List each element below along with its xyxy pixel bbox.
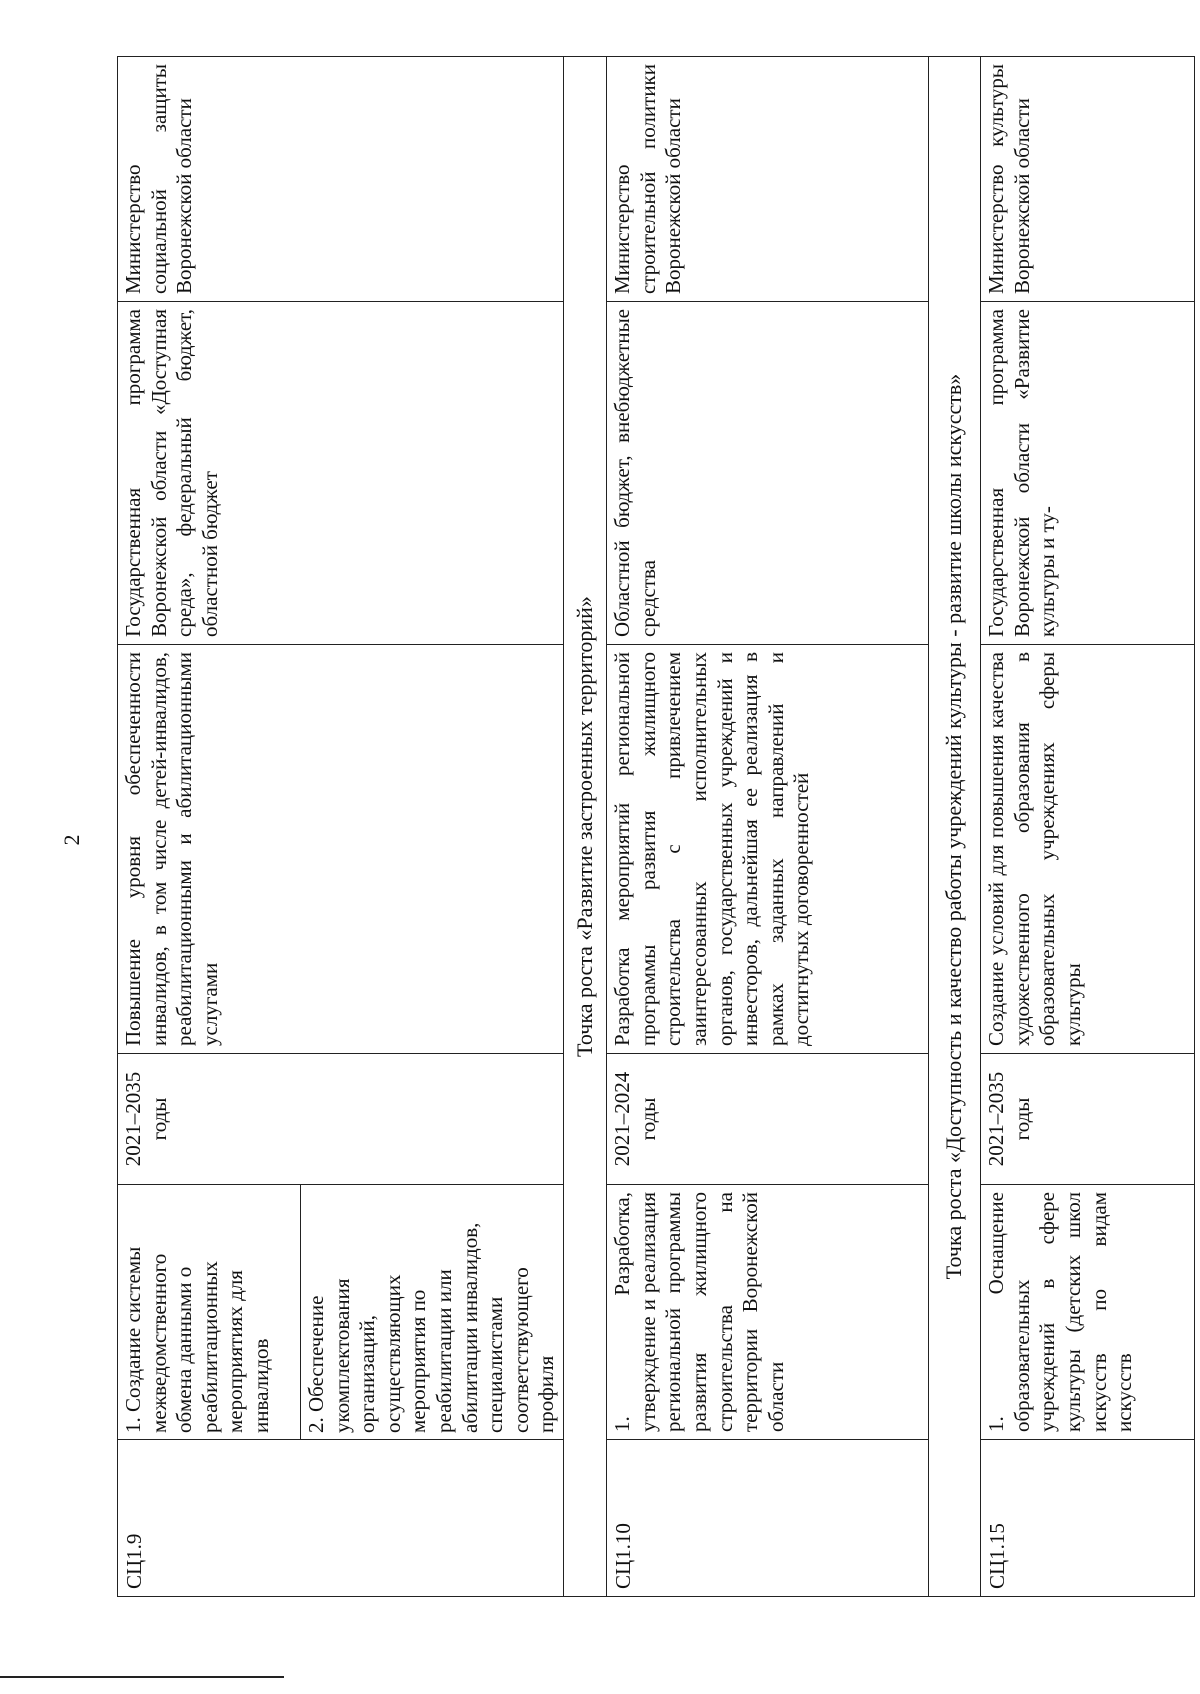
row-code: СЦ1.9	[118, 1440, 564, 1597]
section-row	[929, 57, 981, 1597]
executor-cell: Министерство культуры Воронежской области	[981, 57, 1195, 302]
section-title: Точка роста «Доступность и качество работы учреждений культуры - развитие школы искусств»	[929, 57, 981, 1597]
result-cell: Повышение уровня обеспеченности инвалидов, в том числе детей-инвалидов, реабилитационными и абилитационными услугами	[118, 645, 564, 1054]
period-cell: 2021–2035 годы	[981, 1054, 1195, 1185]
table-row	[607, 57, 929, 1597]
section-title: Точка роста «Развитие застроенных территорий»	[564, 57, 607, 1597]
page-number: 2	[59, 834, 84, 846]
executor-cell: Министерство социальной защиты Воронежской области	[118, 57, 564, 302]
section-row	[564, 57, 607, 1597]
measures-cell	[118, 1185, 564, 1440]
measure-item: 1. Оснащение образовательных учреждений в сфере культуры (детских школ искусств по видам искусств	[981, 1185, 1195, 1440]
table-row	[118, 57, 564, 1597]
measure-item: 1. Создание системы межведомственного обмена данными о реабилитационных мероприятиях для инвалидов	[121, 1246, 274, 1433]
source-cell: Государственная программа Воронежской области «Развитие культуры и ту-	[981, 302, 1195, 645]
measure-item: 2. Обеспечение укомплектования организаций, осуществляющих мероприятия по реабилитации или абилитации инвалидов, специалистами соответствующего профиля	[300, 1185, 563, 1439]
source-cell: Областной бюджет, внебюджетные средства	[607, 302, 929, 645]
period-cell: 2021–2024 годы	[607, 1054, 929, 1185]
executor-cell: Министерство строительной политики Воронежской области	[607, 57, 929, 302]
table-row	[981, 57, 1195, 1597]
row-code: СЦ1.15	[981, 1440, 1195, 1597]
source-cell: Государственная программа Воронежской области «Доступная среда», федеральный бюджет, областной бюджет	[118, 302, 564, 645]
period-cell: 2021–2035 годы	[118, 1054, 564, 1185]
measures-table	[117, 56, 1195, 1597]
result-cell: Разработка мероприятий региональной программы развития жилищного строительства с привлечением заинтересованных исполнительных органов, государственных учреждений и инвесторов, дальнейшая ее реализация в рамках заданных направлений и достигнутых договоренностей	[607, 645, 929, 1054]
footnote-separator	[0, 1676, 284, 1678]
rotated-table-container	[117, 57, 1137, 1597]
measure-item: 1. Разработка, утверждение и реализация региональной программы развития жилищного строительства на территории Воронежской области	[607, 1185, 929, 1440]
result-cell: Создание условий для повышения качества художественного образования в образовательных учреждениях сферы культуры	[981, 645, 1195, 1054]
row-code: СЦ1.10	[607, 1440, 929, 1597]
